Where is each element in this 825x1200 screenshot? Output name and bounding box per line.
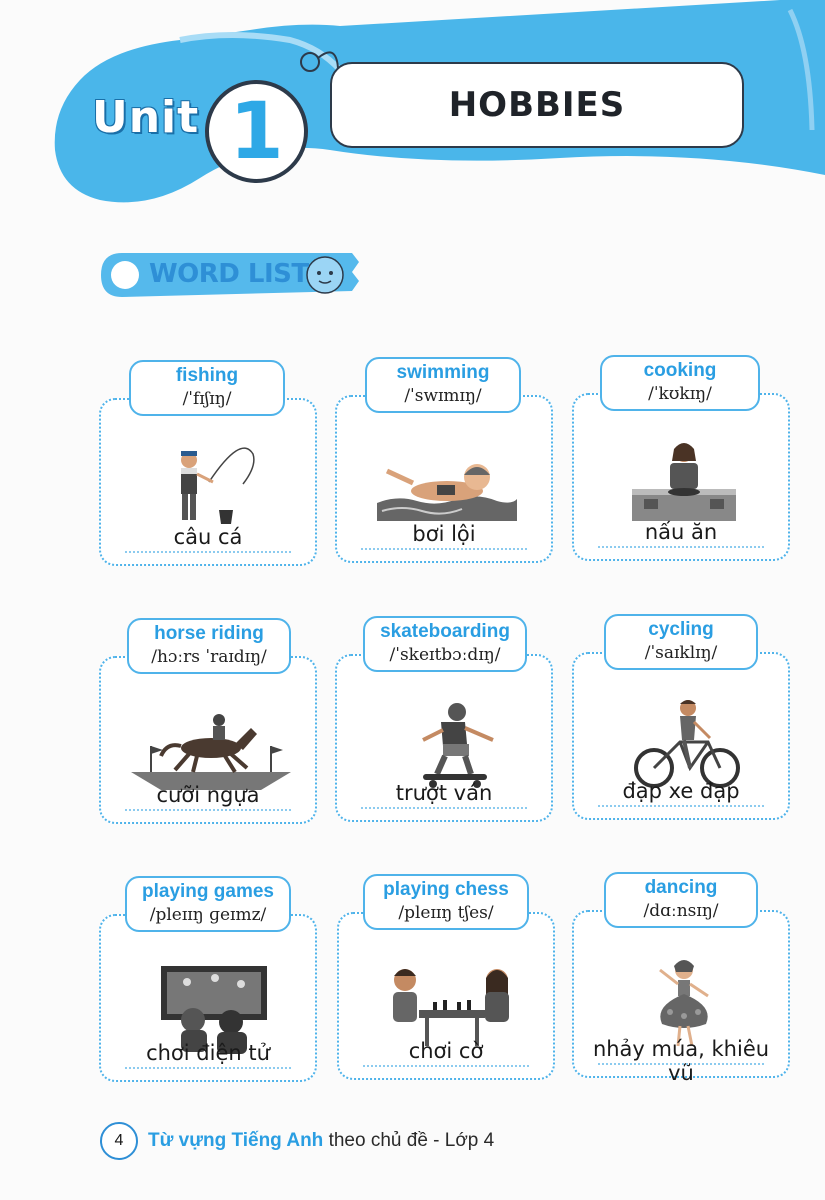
answer-line <box>363 1065 529 1067</box>
page-title: HOBBIES <box>448 85 626 125</box>
card-tag <box>363 616 527 672</box>
answer-line <box>361 807 527 809</box>
page-footer <box>100 1122 494 1160</box>
card-ipa: /pleɪɪŋ tʃes/ <box>398 903 494 923</box>
card-meaning: nấu ăn <box>644 520 718 544</box>
card-meaning: cưỡi ngựa <box>156 783 260 807</box>
card-ipa: /ˈsaɪklɪŋ/ <box>644 643 718 663</box>
card-ipa: /pleɪɪŋ ɡeɪmz/ <box>149 905 267 925</box>
answer-line <box>361 548 527 550</box>
card-ipa: /ˈswɪmɪŋ/ <box>404 386 482 406</box>
card-box <box>335 654 553 822</box>
card-tag <box>604 614 758 670</box>
card-word: swimming <box>396 362 490 383</box>
answer-line <box>598 546 764 548</box>
card-box <box>99 398 317 566</box>
card-meaning: chơi điện tử <box>146 1041 270 1065</box>
card-meaning: câu cá <box>173 525 243 549</box>
title-banner <box>330 62 744 148</box>
card-tag <box>604 872 758 928</box>
card-box <box>572 910 790 1085</box>
card-meaning: đạp xe đạp <box>622 779 740 803</box>
card-tag <box>600 355 760 411</box>
answer-line <box>125 1067 291 1069</box>
card-box <box>99 656 317 824</box>
card-meaning: bơi lội <box>412 522 476 546</box>
card-word: cooking <box>643 360 717 381</box>
card-meaning: trượt ván <box>395 781 493 805</box>
answer-line <box>598 805 764 807</box>
card-word: skateboarding <box>380 621 510 642</box>
card-tag <box>363 874 529 930</box>
card-box <box>337 912 555 1080</box>
card-box <box>335 395 553 563</box>
card-box <box>99 914 317 1082</box>
card-ipa: /ˈkʊkɪŋ/ <box>648 384 712 404</box>
footer-title-bold: Từ vựng Tiếng Anh <box>148 1130 324 1151</box>
card-word: playing games <box>142 881 274 902</box>
unit-number: 1 <box>205 80 308 183</box>
footer-title <box>148 1130 494 1152</box>
answer-line <box>598 1063 764 1065</box>
answer-line <box>125 809 291 811</box>
card-ipa: /ˈfɪʃɪŋ/ <box>182 389 232 409</box>
card-tag <box>129 360 285 416</box>
card-word: playing chess <box>383 879 509 900</box>
card-box <box>572 652 790 820</box>
card-word: cycling <box>648 619 714 640</box>
card-meaning: nhảy múa, khiêu vũ <box>592 1037 770 1085</box>
card-box <box>572 393 790 561</box>
card-word: dancing <box>644 877 718 898</box>
card-ipa: /ˈskeɪtbɔːdɪŋ/ <box>389 645 501 665</box>
card-tag <box>365 357 521 413</box>
answer-line <box>125 551 291 553</box>
footer-title-rest: theo chủ đề - Lớp 4 <box>323 1130 495 1151</box>
card-ipa: /dɑːnsɪŋ/ <box>643 901 719 921</box>
word-list-label: WORD LIST <box>149 259 309 289</box>
card-word: horse riding <box>154 623 264 644</box>
card-word: fishing <box>175 365 239 386</box>
word-list-tag <box>97 247 367 305</box>
page-number: 4 <box>100 1122 138 1160</box>
card-tag <box>127 618 291 674</box>
unit-label: Unit <box>92 92 200 143</box>
card-tag <box>125 876 291 932</box>
card-meaning: chơi cờ <box>408 1039 484 1063</box>
card-ipa: /hɔːrs ˈraɪdɪŋ/ <box>151 647 267 667</box>
